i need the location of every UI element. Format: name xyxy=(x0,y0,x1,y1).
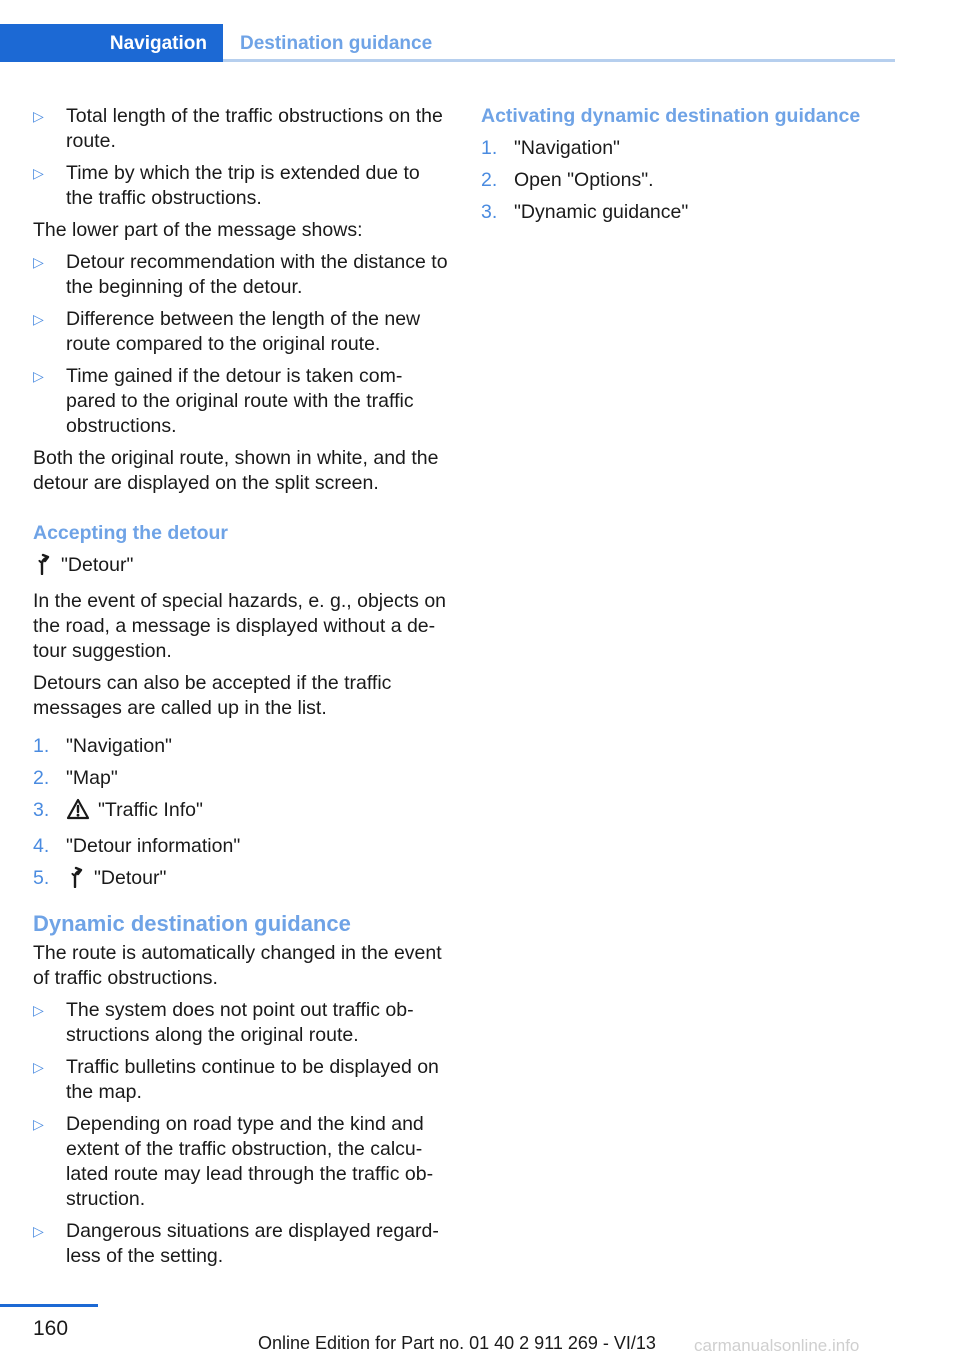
triangle-right-icon: ▷ xyxy=(33,368,44,384)
triangle-right-icon: ▷ xyxy=(33,1002,44,1018)
triangle-right-icon: ▷ xyxy=(33,1116,44,1132)
detour-arrow-icon xyxy=(33,553,51,582)
header-tab-destination-guidance: Destination guidance xyxy=(240,32,433,54)
paragraph-list: Detours can also be accepted if the traffic messages are called up in the list. xyxy=(33,672,392,719)
right-column xyxy=(481,104,897,232)
footer-rule xyxy=(0,1304,98,1307)
detour-arrow-icon xyxy=(66,866,84,895)
warning-triangle-icon xyxy=(66,798,90,827)
triangle-right-icon: ▷ xyxy=(33,1223,44,1239)
list-item: 1. "Navigation" xyxy=(33,735,172,757)
paragraph-lower-part: The lower part of the message shows: xyxy=(33,219,363,241)
heading-dynamic-guidance: Dynamic destination guidance xyxy=(33,911,351,936)
list-item: 2. Open "Options". xyxy=(481,169,654,191)
left-column xyxy=(33,104,449,1276)
paragraph-dynamic-guidance: The route is automatically changed in the event of traffic obstructions. xyxy=(33,942,442,989)
triangle-right-icon: ▷ xyxy=(33,1059,44,1075)
page-number: 160 xyxy=(33,1317,69,1340)
triangle-right-icon: ▷ xyxy=(33,165,44,181)
bullet-list-obstructions xyxy=(33,104,449,211)
page-header xyxy=(0,24,895,62)
list-item: ▷ Dangerous situations are displayed regard‐ less of the setting. xyxy=(33,1220,439,1267)
triangle-right-icon: ▷ xyxy=(33,311,44,327)
triangle-right-icon: ▷ xyxy=(33,108,44,124)
header-tab-navigation: Navigation xyxy=(0,24,223,62)
steps-list-detour xyxy=(33,734,449,895)
heading-activating-dynamic-guidance: Activating dynamic destination guidance xyxy=(481,105,861,127)
triangle-right-icon: ▷ xyxy=(33,254,44,270)
list-item: ▷ Time by which the trip is extended due to the traffic obstructions. xyxy=(33,162,420,209)
detour-line: "Detour" xyxy=(33,553,449,582)
list-item: ▷ Difference between the length of the new route compared to the original route. xyxy=(33,308,421,355)
header-rule xyxy=(223,59,895,62)
list-item: 3. "Traffic Info" xyxy=(33,798,449,827)
steps-list-activate xyxy=(481,136,897,225)
paragraph-split-screen: Both the original route, shown in white, and the detour are displayed on the split screen. xyxy=(33,447,439,494)
list-item: 4. "Detour information" xyxy=(33,835,241,857)
list-item: ▷ Total length of the traffic obstructions on the route. xyxy=(33,105,443,152)
edition-text: Online Edition for Part no. 01 40 2 911 269 - VI/13 xyxy=(258,1333,656,1353)
list-item: ▷ Traffic bulletins continue to be displayed on the map. xyxy=(33,1056,439,1103)
list-item: 3. "Dynamic guidance" xyxy=(481,201,689,223)
watermark: carmanualsonline.info xyxy=(694,1336,860,1355)
list-item: ▷ Time gained if the detour is taken com‐ pared to the original route with the traffic obstructions. xyxy=(33,365,414,437)
list-item: ▷ Depending on road type and the kind and extent of the traffic obstruction, the calcu‐ lated route may lead through the traffic ob‐ struction. xyxy=(33,1113,434,1210)
heading-accepting-detour: Accepting the detour xyxy=(33,522,229,544)
paragraph-hazards: In the event of special hazards, e. g., objects on the road, a message is displayed without a de‐ tour suggestion. xyxy=(33,590,447,662)
list-item: 5. "Detour" xyxy=(33,866,449,895)
bullet-list-dynamic-guidance xyxy=(33,998,449,1269)
list-item: 2. "Map" xyxy=(33,767,118,789)
list-item: ▷ Detour recommendation with the distance to the beginning of the detour. xyxy=(33,251,448,298)
list-item: ▷ The system does not point out traffic ob‐ structions along the original route. xyxy=(33,999,414,1046)
bullet-list-lower-part xyxy=(33,250,449,439)
list-item: 1. "Navigation" xyxy=(481,137,620,159)
